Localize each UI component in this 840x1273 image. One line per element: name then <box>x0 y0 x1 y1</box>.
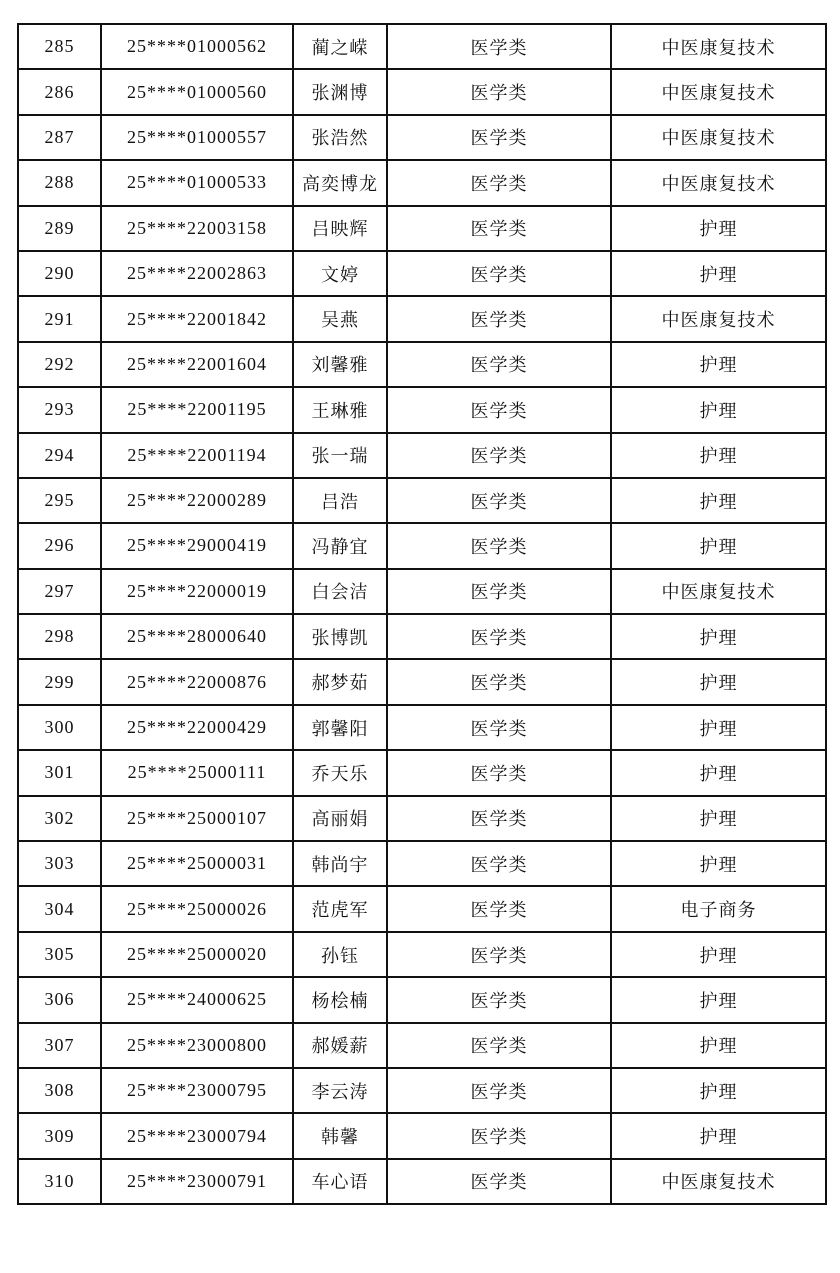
major-cell: 护理 <box>611 1113 826 1158</box>
category-cell: 医学类 <box>387 977 611 1022</box>
table-row <box>18 1068 826 1113</box>
category-cell: 医学类 <box>387 387 611 432</box>
exam-id-cell: 25****22001195 <box>101 387 293 432</box>
table-row <box>18 750 826 795</box>
major-cell: 中医康复技术 <box>611 69 826 114</box>
student-name-cell: 车心语 <box>293 1159 387 1204</box>
table-row <box>18 206 826 251</box>
category-cell: 医学类 <box>387 1023 611 1068</box>
exam-id-cell: 25****23000795 <box>101 1068 293 1113</box>
category-cell: 医学类 <box>387 1113 611 1158</box>
exam-id-cell: 25****24000625 <box>101 977 293 1022</box>
student-name-cell: 张渊博 <box>293 69 387 114</box>
student-name-cell: 冯静宜 <box>293 523 387 568</box>
major-cell: 护理 <box>611 342 826 387</box>
exam-id-cell: 25****22001842 <box>101 296 293 341</box>
table-row <box>18 115 826 160</box>
major-cell: 护理 <box>611 251 826 296</box>
major-cell: 电子商务 <box>611 886 826 931</box>
student-name-cell: 吴燕 <box>293 296 387 341</box>
serial-number-cell: 292 <box>18 342 101 387</box>
serial-number-cell: 305 <box>18 932 101 977</box>
category-cell: 医学类 <box>387 614 611 659</box>
table-row <box>18 433 826 478</box>
major-cell: 护理 <box>611 796 826 841</box>
exam-id-cell: 25****25000026 <box>101 886 293 931</box>
category-cell: 医学类 <box>387 296 611 341</box>
category-cell: 医学类 <box>387 705 611 750</box>
serial-number-cell: 291 <box>18 296 101 341</box>
exam-id-cell: 25****23000791 <box>101 1159 293 1204</box>
table-row <box>18 796 826 841</box>
table-row <box>18 160 826 205</box>
serial-number-cell: 309 <box>18 1113 101 1158</box>
major-cell: 中医康复技术 <box>611 160 826 205</box>
serial-number-cell: 296 <box>18 523 101 568</box>
table-row <box>18 659 826 704</box>
major-cell: 护理 <box>611 659 826 704</box>
major-cell: 护理 <box>611 1068 826 1113</box>
category-cell: 医学类 <box>387 251 611 296</box>
table-row <box>18 1023 826 1068</box>
exam-id-cell: 25****01000560 <box>101 69 293 114</box>
table-row <box>18 841 826 886</box>
exam-id-cell: 25****28000640 <box>101 614 293 659</box>
serial-number-cell: 293 <box>18 387 101 432</box>
student-name-cell: 文婷 <box>293 251 387 296</box>
student-name-cell: 张一瑞 <box>293 433 387 478</box>
serial-number-cell: 298 <box>18 614 101 659</box>
exam-id-cell: 25****22000429 <box>101 705 293 750</box>
exam-id-cell: 25****22002863 <box>101 251 293 296</box>
major-cell: 护理 <box>611 614 826 659</box>
category-cell: 医学类 <box>387 523 611 568</box>
major-cell: 中医康复技术 <box>611 24 826 69</box>
table-row <box>18 1159 826 1204</box>
serial-number-cell: 287 <box>18 115 101 160</box>
student-name-cell: 高丽娟 <box>293 796 387 841</box>
table-row <box>18 24 826 69</box>
serial-number-cell: 303 <box>18 841 101 886</box>
category-cell: 医学类 <box>387 750 611 795</box>
student-name-cell: 刘馨雅 <box>293 342 387 387</box>
category-cell: 医学类 <box>387 1068 611 1113</box>
student-name-cell: 吕映辉 <box>293 206 387 251</box>
serial-number-cell: 285 <box>18 24 101 69</box>
category-cell: 医学类 <box>387 478 611 523</box>
roster-table-body <box>18 24 826 1204</box>
table-row <box>18 478 826 523</box>
category-cell: 医学类 <box>387 1159 611 1204</box>
table-row <box>18 569 826 614</box>
serial-number-cell: 306 <box>18 977 101 1022</box>
exam-id-cell: 25****25000020 <box>101 932 293 977</box>
student-name-cell: 李云涛 <box>293 1068 387 1113</box>
roster-page <box>17 23 825 1205</box>
exam-id-cell: 25****22000876 <box>101 659 293 704</box>
major-cell: 中医康复技术 <box>611 569 826 614</box>
student-name-cell: 吕浩 <box>293 478 387 523</box>
serial-number-cell: 310 <box>18 1159 101 1204</box>
table-row <box>18 523 826 568</box>
category-cell: 医学类 <box>387 841 611 886</box>
table-row <box>18 1113 826 1158</box>
exam-id-cell: 25****22000019 <box>101 569 293 614</box>
exam-id-cell: 25****23000794 <box>101 1113 293 1158</box>
major-cell: 护理 <box>611 1023 826 1068</box>
roster-table <box>17 23 827 1205</box>
category-cell: 医学类 <box>387 796 611 841</box>
student-name-cell: 王琳雅 <box>293 387 387 432</box>
serial-number-cell: 286 <box>18 69 101 114</box>
serial-number-cell: 290 <box>18 251 101 296</box>
student-name-cell: 白会洁 <box>293 569 387 614</box>
exam-id-cell: 25****22003158 <box>101 206 293 251</box>
category-cell: 医学类 <box>387 569 611 614</box>
serial-number-cell: 300 <box>18 705 101 750</box>
serial-number-cell: 297 <box>18 569 101 614</box>
major-cell: 护理 <box>611 932 826 977</box>
exam-id-cell: 25****01000533 <box>101 160 293 205</box>
student-name-cell: 韩馨 <box>293 1113 387 1158</box>
serial-number-cell: 295 <box>18 478 101 523</box>
major-cell: 护理 <box>611 977 826 1022</box>
exam-id-cell: 25****01000557 <box>101 115 293 160</box>
major-cell: 护理 <box>611 841 826 886</box>
category-cell: 医学类 <box>387 659 611 704</box>
category-cell: 医学类 <box>387 160 611 205</box>
exam-id-cell: 25****29000419 <box>101 523 293 568</box>
student-name-cell: 高奕博龙 <box>293 160 387 205</box>
student-name-cell: 韩尚宇 <box>293 841 387 886</box>
student-name-cell: 张浩然 <box>293 115 387 160</box>
exam-id-cell: 25****22000289 <box>101 478 293 523</box>
serial-number-cell: 289 <box>18 206 101 251</box>
student-name-cell: 郭馨阳 <box>293 705 387 750</box>
serial-number-cell: 307 <box>18 1023 101 1068</box>
table-row <box>18 342 826 387</box>
serial-number-cell: 308 <box>18 1068 101 1113</box>
student-name-cell: 范虎军 <box>293 886 387 931</box>
serial-number-cell: 299 <box>18 659 101 704</box>
serial-number-cell: 302 <box>18 796 101 841</box>
student-name-cell: 蔺之嵘 <box>293 24 387 69</box>
major-cell: 护理 <box>611 478 826 523</box>
exam-id-cell: 25****25000107 <box>101 796 293 841</box>
major-cell: 护理 <box>611 433 826 478</box>
category-cell: 医学类 <box>387 24 611 69</box>
table-row <box>18 69 826 114</box>
major-cell: 护理 <box>611 387 826 432</box>
exam-id-cell: 25****22001604 <box>101 342 293 387</box>
major-cell: 中医康复技术 <box>611 1159 826 1204</box>
serial-number-cell: 304 <box>18 886 101 931</box>
category-cell: 医学类 <box>387 433 611 478</box>
student-name-cell: 郝梦茹 <box>293 659 387 704</box>
category-cell: 医学类 <box>387 206 611 251</box>
major-cell: 护理 <box>611 206 826 251</box>
table-row <box>18 705 826 750</box>
exam-id-cell: 25****23000800 <box>101 1023 293 1068</box>
serial-number-cell: 288 <box>18 160 101 205</box>
table-row <box>18 387 826 432</box>
student-name-cell: 孙钰 <box>293 932 387 977</box>
table-row <box>18 296 826 341</box>
student-name-cell: 乔天乐 <box>293 750 387 795</box>
major-cell: 中医康复技术 <box>611 296 826 341</box>
major-cell: 中医康复技术 <box>611 115 826 160</box>
major-cell: 护理 <box>611 750 826 795</box>
table-row <box>18 614 826 659</box>
exam-id-cell: 25****22001194 <box>101 433 293 478</box>
student-name-cell: 郝媛薪 <box>293 1023 387 1068</box>
major-cell: 护理 <box>611 705 826 750</box>
serial-number-cell: 294 <box>18 433 101 478</box>
student-name-cell: 杨桧楠 <box>293 977 387 1022</box>
student-name-cell: 张博凯 <box>293 614 387 659</box>
category-cell: 医学类 <box>387 69 611 114</box>
category-cell: 医学类 <box>387 342 611 387</box>
table-row <box>18 251 826 296</box>
major-cell: 护理 <box>611 523 826 568</box>
table-row <box>18 932 826 977</box>
exam-id-cell: 25****25000031 <box>101 841 293 886</box>
category-cell: 医学类 <box>387 886 611 931</box>
category-cell: 医学类 <box>387 115 611 160</box>
exam-id-cell: 25****01000562 <box>101 24 293 69</box>
table-row <box>18 886 826 931</box>
table-row <box>18 977 826 1022</box>
category-cell: 医学类 <box>387 932 611 977</box>
serial-number-cell: 301 <box>18 750 101 795</box>
exam-id-cell: 25****25000111 <box>101 750 293 795</box>
